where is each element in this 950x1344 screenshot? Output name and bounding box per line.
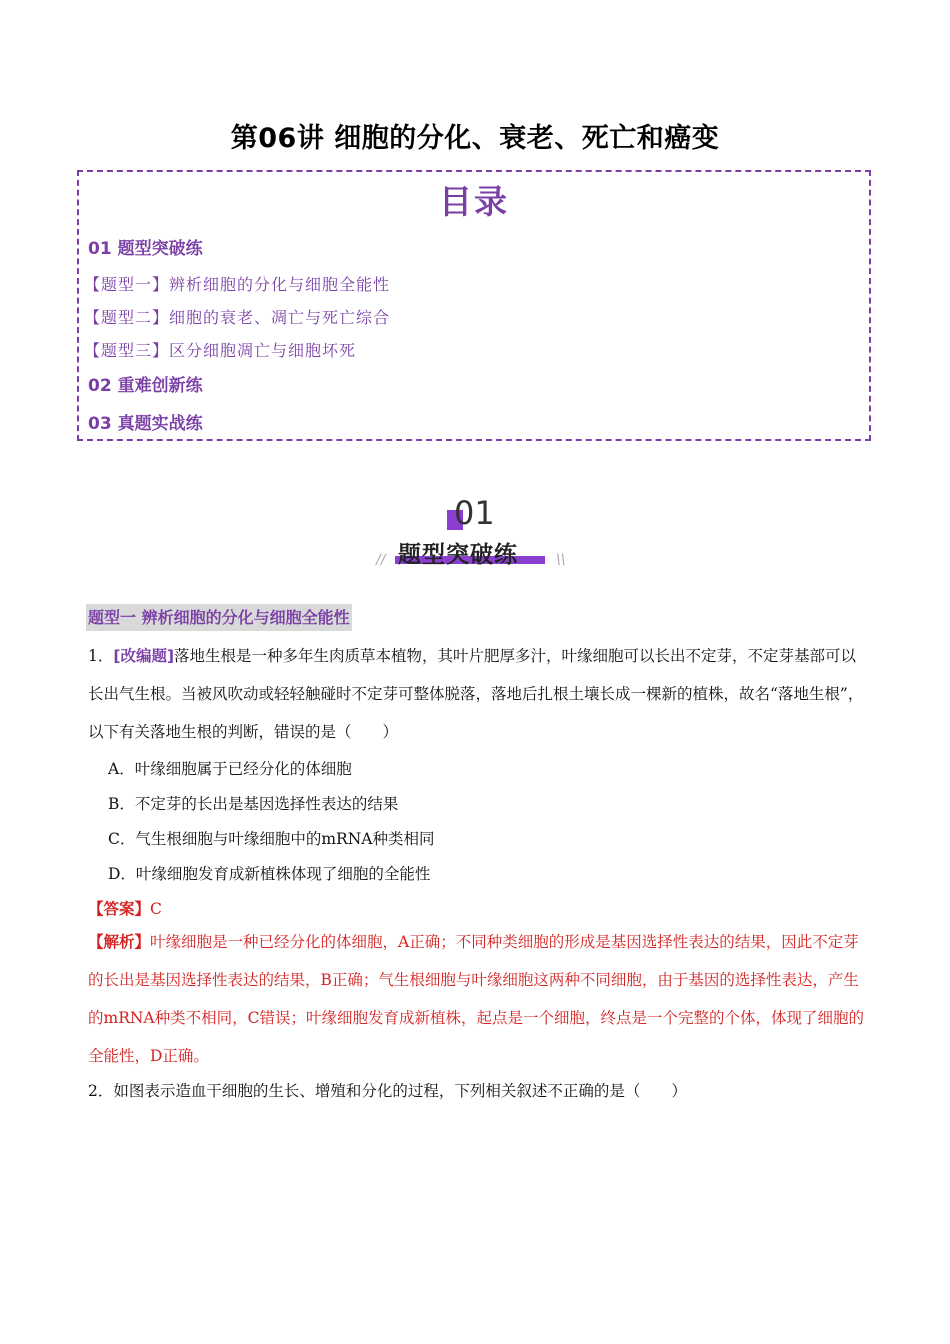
option-b: B．不定芽的长出是基因选择性表达的结果 xyxy=(108,795,399,813)
toc-section-2[interactable]: 02 重难创新练 xyxy=(88,376,203,396)
page-title: 第06讲 细胞的分化、衰老、死亡和癌变 xyxy=(230,123,720,154)
question-1-tag: [改编题] xyxy=(113,647,175,665)
analysis-tag: 【解析】 xyxy=(88,933,151,951)
answer xyxy=(88,897,162,919)
banner-number: 01 xyxy=(454,494,495,532)
question-1 xyxy=(88,637,864,751)
toc-heading: 目录 xyxy=(439,182,509,221)
toc-item-3[interactable]: 【题型三】区分细胞凋亡与细胞坏死 xyxy=(84,341,357,360)
toc-item-2[interactable]: 【题型二】细胞的衰老、凋亡与死亡综合 xyxy=(84,308,391,327)
question-1-number: 1． xyxy=(88,647,114,665)
option-c: C．气生根细胞与叶缘细胞中的mRNA种类相同 xyxy=(108,830,435,848)
answer-tag: 【答案】 xyxy=(88,900,151,918)
toc-section-3[interactable]: 03 真题实战练 xyxy=(88,414,203,434)
section-banner xyxy=(370,494,580,578)
answer-value: C xyxy=(150,900,162,918)
option-a: A．叶缘细胞属于已经分化的体细胞 xyxy=(108,760,352,778)
table-of-contents xyxy=(77,170,871,441)
option-d: D．叶缘细胞发育成新植株体现了细胞的全能性 xyxy=(108,865,431,883)
question-1-text: 落地生根是一种多年生肉质草本植物，其叶片肥厚多汁，叶缘细胞可以长出不定芽，不定芽基部可以长出气生根。当被风吹动或轻轻触碰时不定芽可整体脱落，落地后扎根土壤长成一棵新的植株，故名“落地生根”，以下有关落地生根的判断，错误的是（ ） xyxy=(88,647,864,741)
banner-label: 题型突破练 xyxy=(398,542,518,568)
analysis-text: 叶缘细胞是一种已经分化的体细胞，A正确；不同种类细胞的形成是基因选择性表达的结果，因此不定芽的长出是基因选择性表达的结果，B正确；气生根细胞与叶缘细胞这两种不同细胞，由于基因的选择性表达，产生的mRNA种类不相同，C错误；叶缘细胞发育成新植株，起点是一个细胞，终点是一个完整的个体，体现了细胞的全能性，D正确。 xyxy=(88,933,864,1065)
question-type-heading: 题型一 辨析细胞的分化与细胞全能性 xyxy=(86,604,352,631)
banner-right-mark: \\ xyxy=(556,552,566,568)
question-2: 2．如图表示造血干细胞的生长、增殖和分化的过程，下列相关叙述不正确的是（ ） xyxy=(88,1082,687,1100)
toc-section-1[interactable]: 01 题型突破练 xyxy=(88,239,203,259)
banner-left-mark: // xyxy=(376,552,386,568)
toc-item-1[interactable]: 【题型一】辨析细胞的分化与细胞全能性 xyxy=(84,275,391,294)
analysis xyxy=(88,923,864,1075)
